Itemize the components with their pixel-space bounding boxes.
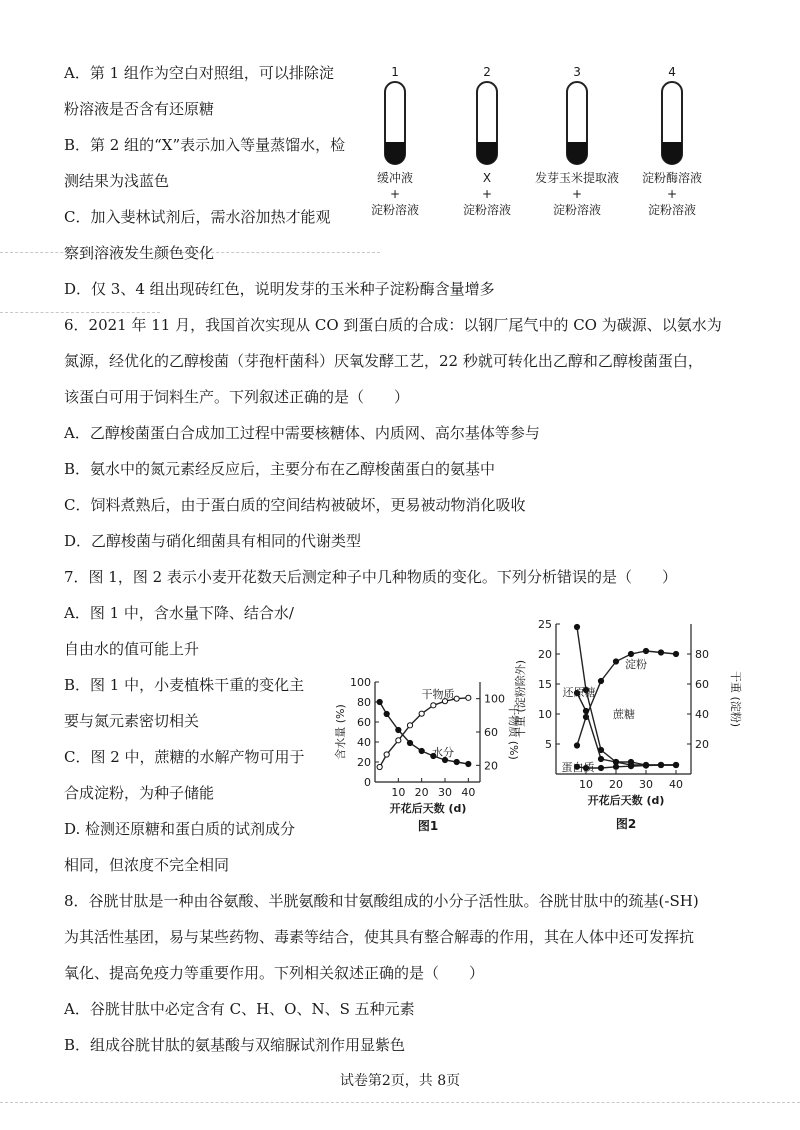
x-tick-label: 20	[414, 786, 429, 799]
tube-solution: 淀粉溶液	[370, 203, 420, 217]
y-right-tick-label: 60	[695, 678, 709, 691]
data-point-淀粉	[643, 648, 648, 653]
plus-sign: +	[666, 187, 678, 201]
q6-option-d: D．乙醇梭菌与硝化细菌具有相同的代谢类型	[64, 532, 362, 550]
data-point-蔗糖	[583, 708, 588, 713]
data-point-蛋白质	[598, 765, 603, 770]
data-point-还原糖	[574, 624, 579, 629]
series-label-dry-matter: 干物质	[421, 688, 455, 701]
data-point-水分	[377, 699, 382, 704]
x-axis-label: 开花后天数 (d)	[389, 802, 467, 815]
q7-stem: 7．图 1，图 2 表示小麦开花数天后测定种子中几种物质的变化。下列分析错误的是（ ）	[64, 568, 677, 586]
tube-number: 3	[573, 65, 581, 79]
q7-option-a-line2: 自由水的值可能上升	[64, 640, 200, 658]
q5-option-d: D．仅 3、4 组出现砖红色，说明发芽的玉米种子淀粉酶含量增多	[64, 280, 495, 298]
q8-option-b: B．组成谷胱甘肽的氨基酸与双缩脲试剂作用显紫色	[64, 1036, 406, 1054]
series-label-starch: 淀粉	[625, 658, 647, 671]
q7-option-b-line1: B．图 1 中，小麦植株干重的变化主	[64, 676, 305, 694]
tube-reagent: 淀粉酶溶液	[641, 171, 703, 185]
scan-line	[0, 1102, 800, 1103]
y-left-tick-label: 20	[538, 648, 552, 661]
q6-stem-line1: 6．2021 年 11 月，我国首次实现从 CO 到蛋白质的合成：以钢厂尾气中的 CO 为碳源、以氨水为	[64, 316, 722, 334]
q5-option-a-line2: 粉溶液是否含有还原糖	[64, 100, 215, 118]
plus-sign: +	[389, 187, 401, 201]
q8-option-a: A．谷胱甘肽中必定含有 C、H、O、N、S 五种元素	[64, 1000, 415, 1018]
data-point-干物质	[384, 752, 389, 757]
y-left-tick-label: 80	[357, 696, 371, 709]
data-point-淀粉	[658, 650, 663, 655]
q8-stem-line3: 氧化、提高免疫力等重要作用。下列相关叙述正确的是（ ）	[64, 964, 485, 982]
data-point-水分	[407, 740, 412, 745]
q7-option-d-line1: D. 检测还原糖和蛋白质的试剂成分	[64, 820, 296, 838]
y-right-tick-label: 20	[695, 738, 709, 751]
q7-option-a-line1: A．图 1 中，含水量下降、结合水/	[64, 604, 294, 622]
q6-stem-line3: 该蛋白可用于饲料生产。下列叙述正确的是（ ）	[64, 388, 410, 406]
x-tick-label: 30	[639, 778, 653, 791]
y-axis-left-label: 含水量 (%)	[334, 704, 347, 760]
data-point-蛋白质	[613, 764, 618, 769]
tube-1	[371, 65, 419, 217]
data-point-淀粉	[613, 659, 618, 664]
q7-option-d-line2: 相同，但浓度不完全相同	[64, 856, 230, 874]
y-left-tick-label: 10	[538, 708, 552, 721]
q5-option-c-line2: 察到溶液发生颜色变化	[64, 244, 215, 262]
tube-solution: 淀粉溶液	[647, 203, 697, 217]
tube-liquid	[477, 142, 497, 164]
figure-1-caption: 图1	[417, 819, 439, 832]
test-tube-figure	[350, 62, 770, 232]
y-right-tick-label: 100	[484, 692, 505, 706]
q7-option-c-line2: 合成淀粉，为种子储能	[64, 784, 215, 802]
data-point-水分	[466, 761, 471, 766]
figure-1-chart	[330, 672, 520, 832]
q6-stem-line2: 氮源，经优化的乙醇梭菌（芽孢杆菌科）厌氧发酵工艺，22 秒就可转化出乙醇和乙醇梭菌蛋白，	[64, 352, 703, 370]
page-footer: 试卷第2页，共 8页	[339, 1073, 461, 1089]
x-tick-label: 10	[391, 786, 406, 799]
data-point-淀粉	[574, 743, 579, 748]
q6-option-a: A．乙醇梭菌蛋白合成加工过程中需要核糖体、内质网、高尔基体等参与	[64, 424, 540, 442]
q5-option-a-line1: A．第 1 组作为空白对照组，可以排除淀	[64, 64, 334, 82]
data-point-蛋白质	[643, 763, 648, 768]
tube-2	[463, 65, 511, 217]
plus-sign: +	[481, 187, 493, 201]
x-tick-label: 40	[461, 786, 476, 799]
q7-option-b-line2: 要与氮元素密切相关	[64, 712, 200, 730]
data-point-水分	[454, 759, 459, 764]
tube-reagent: X	[482, 171, 492, 185]
series-line-干物质	[380, 698, 469, 767]
tube-number: 1	[391, 65, 399, 79]
x-tick-label: 20	[609, 778, 623, 791]
series-label-reducing-sugar: 还原糖	[562, 686, 596, 699]
q6-option-c: C．饲料煮熟后，由于蛋白质的空间结构被破坏，更易被动物消化吸收	[64, 496, 526, 514]
data-point-干物质	[454, 696, 459, 701]
y-axis-left-label: 干重 (淀粉除外)	[514, 659, 527, 739]
y-left-tick-label: 20	[357, 756, 371, 769]
q5-option-b-line2: 测结果为浅蓝色	[64, 172, 170, 190]
y-right-tick-label: 60	[484, 726, 498, 739]
y-axis-right-label: 干物质 (%)	[507, 704, 520, 760]
y-right-tick-label: 40	[695, 708, 709, 721]
data-point-干物质	[466, 695, 471, 700]
y-left-tick-label: 0	[364, 776, 371, 789]
y-left-tick-label: 25	[538, 618, 552, 631]
tube-number: 2	[483, 65, 491, 79]
q8-stem-line1: 8．谷胱甘肽是一种由谷氨酸、半胱氨酸和甘氨酸组成的小分子活性肽。谷胱甘肽中的巯基(-SH)	[64, 892, 699, 910]
data-point-水分	[384, 711, 389, 716]
data-point-水分	[419, 748, 424, 753]
tube-number: 4	[668, 65, 676, 79]
q6-option-b: B．氨水中的氮元素经反应后，主要分布在乙醇梭菌蛋白的氨基中	[64, 460, 496, 478]
series-label-protein: 蛋白质	[561, 761, 595, 774]
series-label-sucrose: 蔗糖	[613, 708, 635, 721]
data-point-蛋白质	[628, 764, 633, 769]
data-point-蔗糖	[598, 756, 603, 761]
tube-4	[642, 65, 702, 217]
scan-line	[0, 312, 160, 313]
q7-option-c-line1: C．图 2 中，蔗糖的水解产物可用于	[64, 748, 305, 766]
x-tick-label: 10	[579, 778, 593, 791]
y-right-tick-label: 80	[695, 648, 709, 661]
figure-2-caption: 图2	[615, 817, 637, 831]
tube-reagent: 缓冲液	[376, 171, 414, 185]
data-point-干物质	[377, 764, 382, 769]
tube-liquid	[385, 142, 405, 164]
q8-stem-line2: 为其活性基团，易与某些药物、毒素等结合，使其具有整合解毒的作用，其在人体中还可发挥抗	[64, 928, 695, 946]
data-point-干物质	[431, 703, 436, 708]
y-left-tick-label: 60	[357, 716, 371, 729]
data-point-蛋白质	[658, 762, 663, 767]
data-point-蛋白质	[673, 762, 678, 767]
y-left-tick-label: 40	[357, 736, 371, 749]
series-label-water: 水分	[432, 746, 454, 759]
x-tick-label: 40	[669, 778, 683, 791]
tube-3	[535, 65, 619, 217]
y-left-tick-label: 5	[545, 738, 552, 751]
tube-liquid	[662, 142, 682, 164]
q5-option-c-line1: C．加入斐林试剂后，需水浴加热才能观	[64, 208, 331, 226]
y-left-tick-label: 100	[350, 676, 371, 689]
tube-solution: 淀粉溶液	[462, 203, 512, 217]
tube-liquid	[567, 142, 587, 164]
q5-option-b-line1: B．第 2 组的“X”表示加入等量蒸馏水，检	[64, 136, 346, 154]
y-right-tick-label: 20	[484, 759, 498, 773]
data-point-淀粉	[673, 651, 678, 656]
x-axis-label: 开花后天数 (d)	[587, 794, 665, 807]
data-point-干物质	[407, 723, 412, 728]
tube-reagent: 发芽玉米提取液	[534, 171, 620, 185]
data-point-干物质	[419, 711, 424, 716]
data-point-水分	[396, 727, 401, 732]
figure-2-chart	[506, 614, 746, 836]
plus-sign: +	[571, 187, 583, 201]
data-point-干物质	[396, 738, 401, 743]
y-left-tick-label: 15	[538, 678, 552, 691]
y-axis-right-label: 干重 (淀粉)	[729, 670, 742, 728]
tube-solution: 淀粉溶液	[552, 203, 602, 217]
data-point-淀粉	[628, 651, 633, 656]
x-tick-label: 30	[438, 786, 452, 799]
data-point-淀粉	[598, 678, 603, 683]
